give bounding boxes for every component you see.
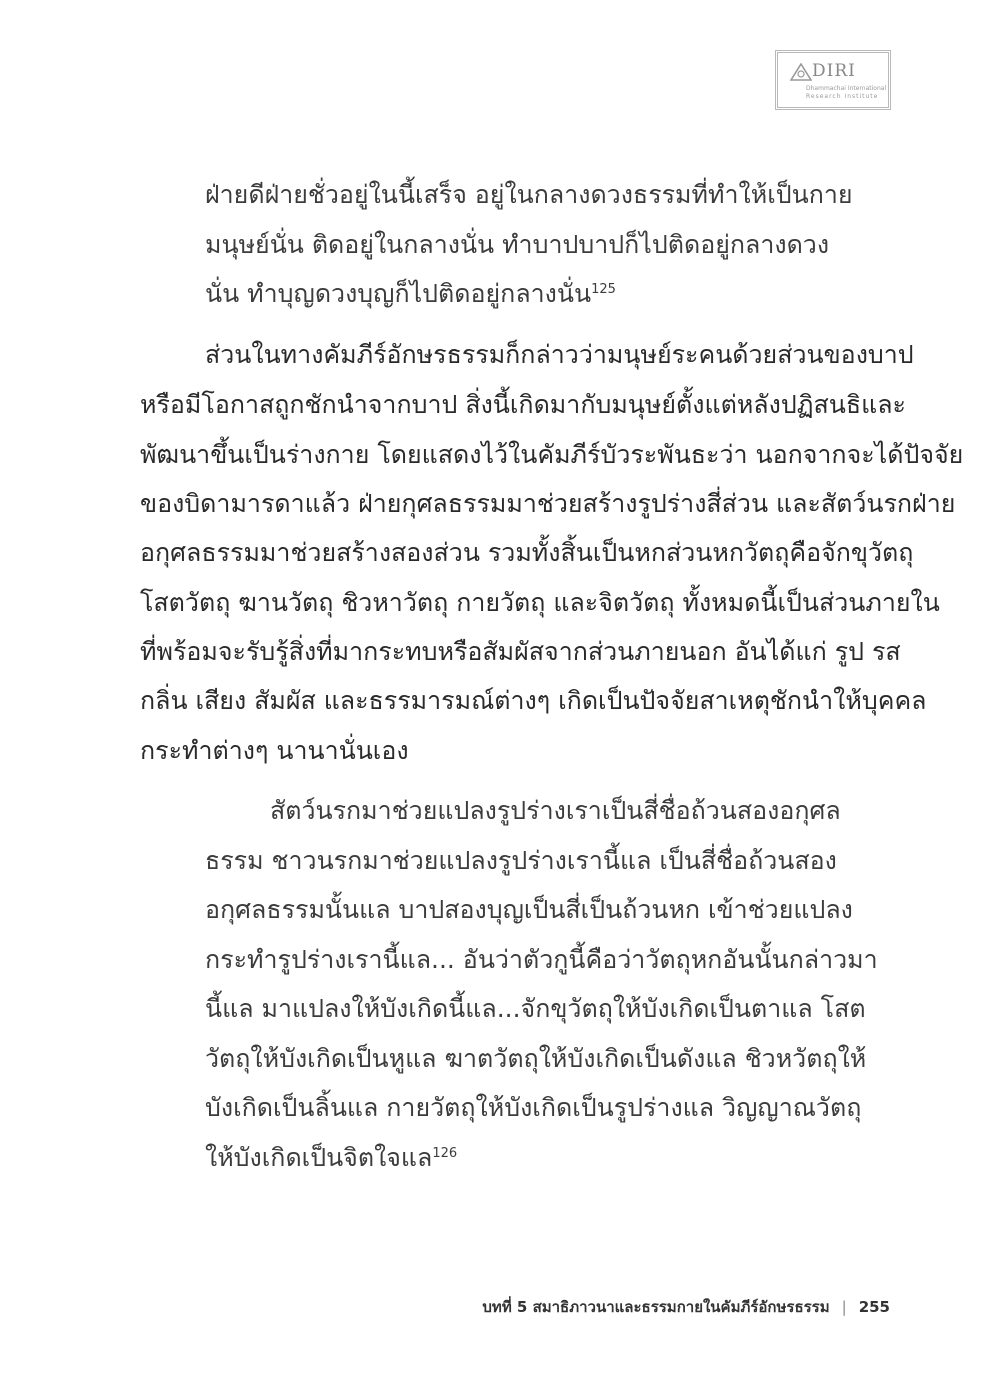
paragraph-line: ของบิดามารดาแล้ว ฝ่ายกุศลธรรมมาช่วยสร้างรูปร่างสี่ส่วน และสัตว์นรกฝ่าย <box>140 489 956 518</box>
paragraph-line: พัฒนาขึ้นเป็นร่างกาย โดยแสดงไว้ในคัมภีร์บัวระพันธะว่า นอกจากจะได้ปัจจัย <box>140 440 964 469</box>
quote2-line: วัตถุให้บังเกิดเป็นหูแล ฆาตวัตถุให้บังเกิดเป็นดังแล ชิวหวัตถุให้ <box>205 1044 867 1073</box>
quote2-line: อกุศลธรรมนั้นแล บาปสองบุญเป็นสี่เป็นถ้วนหก เข้าช่วยแปลง <box>205 895 853 924</box>
logo-subtitle-2: Research Institute <box>806 93 879 100</box>
paragraph-line: ส่วนในทางคัมภีร์อักษรธรรมก็กล่าวว่ามนุษย์ระคนด้วยส่วนของบาป <box>205 340 914 369</box>
paragraph-line: อกุศลธรรมมาช่วยสร้างสองส่วน รวมทั้งสิ้นเป็นหกส่วนหกวัตถุคือจักขุวัตถุ <box>140 538 914 567</box>
quote2-line: สัตว์นรกมาช่วยแปลงรูปร่างเราเป็นสี่ชื่อถ้วนสองอกุศล <box>270 796 841 825</box>
page-number: 255 <box>858 1298 890 1316</box>
diri-logo <box>775 50 891 110</box>
page-footer <box>0 1295 890 1319</box>
quote2-line: บังเกิดเป็นลิ้นแล กายวัตถุให้บังเกิดเป็นรูปร่างแล วิญญาณวัตถุ <box>205 1093 862 1122</box>
quote2-line: ธรรม ชาวนรกมาช่วยแปลงรูปร่างเรานี้แล เป็นสี่ชื่อถ้วนสอง <box>205 846 837 875</box>
quote2-line-last <box>205 1145 457 1170</box>
quote1-line-last <box>205 281 616 306</box>
footnote-125: 125 <box>591 282 616 297</box>
paragraph-line: โสตวัตถุ ฆานวัตถุ ชิวหาวัตถุ กายวัตถุ และจิตวัตถุ ทั้งหมดนี้เป็นส่วนภายใน <box>140 588 940 617</box>
footnote-126: 126 <box>432 1146 458 1161</box>
quote1-line: ฝ่ายดีฝ่ายชั่วอยู่ในนี้เสร็จ อยู่ในกลางดวงธรรมที่ทำให้เป็นกาย <box>205 180 853 209</box>
quote1-line: มนุษย์นั่น ติดอยู่ในกลางนั่น ทำบาปบาปก็ไปติดอยู่กลางดวง <box>205 230 830 259</box>
paragraph-line-last: กระทำต่างๆ นานานั่นเอง <box>140 736 409 765</box>
logo-brand: DIRI <box>812 61 856 81</box>
quote2-line: นี้แล มาแปลงให้บังเกิดนี้แล...จักขุวัตถุให้บังเกิดเป็นตาแล โสต <box>205 994 866 1023</box>
triangle-logo-icon <box>790 63 812 81</box>
chapter-title: บทที่ 5 สมาธิภาวนาและธรรมกายในคัมภีร์อักษรธรรม <box>482 1298 830 1316</box>
paragraph-line: กลิ่น เสียง สัมผัส และธรรมารมณ์ต่างๆ เกิดเป็นปัจจัยสาเหตุชักนำให้บุคคล <box>140 686 927 715</box>
quote2-line-text: ให้บังเกิดเป็นจิตใจแล <box>205 1143 433 1172</box>
footer-separator: | <box>841 1298 847 1316</box>
paragraph-line: หรือมีโอกาสถูกชักนำจากบาป สิ่งนี้เกิดมากับมนุษย์ตั้งแต่หลังปฏิสนธิและ <box>140 390 906 419</box>
logo-subtitle-1: Dhammachai International <box>806 85 887 92</box>
quote2-line: กระทำรูปร่างเรานี้แล... อันว่าตัวกูนี้คือว่าวัตถุหกอันนั้นกล่าวมา <box>205 945 878 974</box>
quote1-line-text: นั่น ทำบุญดวงบุญก็ไปติดอยู่กลางนั่น <box>205 279 592 308</box>
paragraph-line: ที่พร้อมจะรับรู้สิ่งที่มากระทบหรือสัมผัสจากส่วนภายนอก อันได้แก่ รูป รส <box>140 637 901 666</box>
